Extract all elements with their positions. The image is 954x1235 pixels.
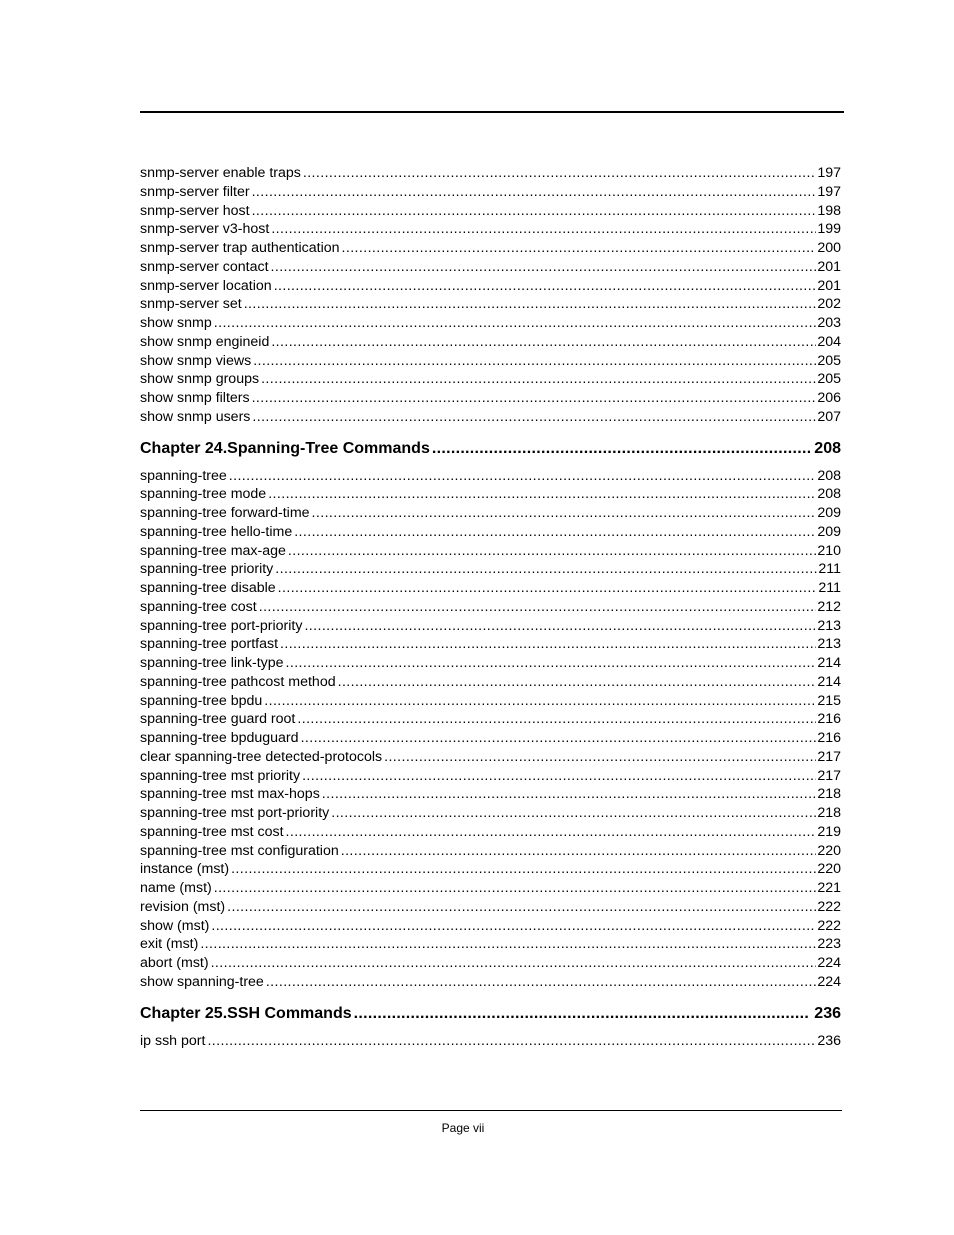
toc-entry[interactable] bbox=[140, 823, 841, 842]
toc-entry-label: spanning-tree hello-time bbox=[140, 523, 293, 540]
dot-leader bbox=[252, 389, 817, 408]
toc-entry[interactable] bbox=[140, 239, 841, 258]
toc-entry-page-number: 205 bbox=[817, 371, 841, 388]
dot-leader bbox=[331, 804, 816, 823]
toc-entry[interactable] bbox=[140, 729, 841, 748]
toc-entry-page-number: 208 bbox=[817, 467, 841, 484]
toc-entry-page-number: 213 bbox=[817, 617, 841, 634]
dot-leader bbox=[322, 785, 817, 804]
toc-group-ssh bbox=[140, 1032, 841, 1051]
toc-entry-label: spanning-tree disable bbox=[140, 580, 276, 596]
chapter-title: Chapter 25.SSH Commands bbox=[140, 1004, 352, 1022]
dot-leader bbox=[302, 767, 816, 786]
toc-entry-page-number: 205 bbox=[817, 352, 841, 369]
toc-entry-label: show spanning-tree bbox=[140, 973, 264, 990]
toc-entry[interactable] bbox=[140, 258, 841, 277]
toc-entry[interactable] bbox=[140, 467, 841, 486]
toc-entry-page-number: 223 bbox=[817, 936, 841, 953]
toc-entry-page-number: 207 bbox=[817, 408, 841, 425]
toc-group-spanning-tree bbox=[140, 467, 841, 992]
toc-entry-page-number: 198 bbox=[817, 202, 841, 219]
toc-entry-label: show snmp engineid bbox=[140, 333, 270, 350]
toc-entry-label: spanning-tree mst cost bbox=[140, 823, 284, 840]
dot-leader bbox=[200, 935, 816, 954]
toc-entry-label: instance (mst) bbox=[140, 861, 230, 878]
toc-entry-label: snmp-server trap authentication bbox=[140, 240, 340, 256]
toc-entry[interactable] bbox=[140, 860, 841, 879]
dot-leader bbox=[252, 202, 817, 221]
chapter-page-number: 208 bbox=[814, 439, 841, 457]
toc-group-snmp bbox=[140, 164, 841, 427]
toc-entry-label: show snmp bbox=[140, 315, 212, 331]
toc-entry[interactable] bbox=[140, 408, 841, 427]
dot-leader bbox=[252, 183, 817, 202]
toc-entry[interactable] bbox=[140, 370, 841, 389]
toc-entry[interactable] bbox=[140, 164, 841, 183]
dot-leader bbox=[211, 954, 817, 973]
toc-entry-label: snmp-server enable traps bbox=[140, 165, 301, 181]
toc-entry-label: abort (mst) bbox=[140, 955, 209, 971]
dot-leader bbox=[261, 370, 816, 389]
toc-entry[interactable] bbox=[140, 523, 841, 542]
dot-leader bbox=[207, 1032, 816, 1051]
toc-entry-label: spanning-tree portfast bbox=[140, 636, 279, 653]
toc-entry-label: spanning-tree max-age bbox=[140, 542, 286, 559]
dot-leader bbox=[384, 748, 816, 767]
toc-entry[interactable] bbox=[140, 314, 841, 333]
toc-entry-label: spanning-tree pathcost method bbox=[140, 673, 336, 690]
toc-entry-label: snmp-server contact bbox=[140, 258, 269, 275]
toc-entry-label: spanning-tree bpdu bbox=[140, 692, 263, 709]
toc-entry-label: snmp-server v3-host bbox=[140, 221, 270, 238]
toc-entry[interactable] bbox=[140, 692, 841, 711]
toc-entry-label: clear spanning-tree detected-protocols bbox=[140, 748, 383, 765]
toc-entry-label: show snmp users bbox=[140, 408, 251, 425]
dot-leader bbox=[294, 523, 816, 542]
toc-entry-page-number: 219 bbox=[817, 823, 841, 840]
toc-entry-page-number: 216 bbox=[817, 730, 841, 746]
dot-leader bbox=[288, 542, 816, 561]
toc-entry-page-number: 213 bbox=[817, 636, 841, 653]
dot-leader bbox=[271, 333, 816, 352]
dot-leader bbox=[304, 617, 816, 636]
toc-entry[interactable] bbox=[140, 842, 841, 861]
toc-entry-page-number: 218 bbox=[817, 805, 841, 821]
toc-entry-page-number: 201 bbox=[817, 258, 841, 275]
toc-entry-page-number: 211 bbox=[818, 561, 841, 578]
dot-leader bbox=[214, 879, 817, 898]
page-footer: Page vii bbox=[441, 1121, 485, 1135]
toc-chapter-25[interactable] bbox=[140, 1004, 841, 1024]
toc-entry[interactable] bbox=[140, 598, 841, 617]
dot-leader bbox=[266, 973, 817, 992]
dot-leader bbox=[303, 164, 816, 183]
dot-leader bbox=[244, 295, 817, 314]
toc-entry-label: spanning-tree mst configuration bbox=[140, 842, 339, 859]
toc-entry-page-number: 236 bbox=[817, 1032, 841, 1049]
dot-leader bbox=[229, 467, 817, 486]
toc-entry-page-number: 217 bbox=[817, 748, 841, 765]
dot-leader bbox=[297, 710, 816, 729]
toc-entry[interactable] bbox=[140, 635, 841, 654]
dot-leader bbox=[227, 898, 816, 917]
dot-leader bbox=[354, 1004, 811, 1024]
dot-leader bbox=[271, 220, 816, 239]
toc-entry-label: exit (mst) bbox=[140, 936, 199, 953]
toc-entry-label: show snmp views bbox=[140, 352, 252, 369]
toc-entry-page-number: 210 bbox=[817, 542, 841, 559]
toc-entry[interactable] bbox=[140, 579, 841, 598]
toc-entry[interactable] bbox=[140, 183, 841, 202]
toc-entry-label: show (mst) bbox=[140, 917, 210, 934]
toc-entry-label: spanning-tree link-type bbox=[140, 655, 284, 671]
toc-entry[interactable] bbox=[140, 1032, 841, 1051]
toc-entry-label: snmp-server filter bbox=[140, 183, 250, 200]
toc-entry-label: spanning-tree cost bbox=[140, 598, 257, 615]
toc-entry-label: spanning-tree bpduguard bbox=[140, 730, 299, 746]
toc-entry-page-number: 217 bbox=[817, 767, 841, 784]
chapter-title: Chapter 24.Spanning-Tree Commands bbox=[140, 439, 430, 457]
toc-entry-label: spanning-tree mst max-hops bbox=[140, 786, 320, 803]
toc-entry[interactable] bbox=[140, 710, 841, 729]
toc-entry-page-number: 199 bbox=[817, 221, 841, 238]
dot-leader bbox=[301, 729, 817, 748]
toc-entry[interactable] bbox=[140, 542, 841, 561]
toc-entry-page-number: 211 bbox=[818, 580, 841, 596]
dot-leader bbox=[268, 485, 816, 504]
toc-entry[interactable] bbox=[140, 767, 841, 786]
toc-entry[interactable] bbox=[140, 485, 841, 504]
toc-entry-label: ip ssh port bbox=[140, 1032, 206, 1049]
toc-entry[interactable] bbox=[140, 560, 841, 579]
toc-entry-label: spanning-tree guard root bbox=[140, 711, 296, 728]
toc-entry[interactable] bbox=[140, 389, 841, 408]
dot-leader bbox=[259, 598, 817, 617]
toc-entry-page-number: 224 bbox=[817, 955, 841, 971]
toc-entry-label: spanning-tree bbox=[140, 467, 227, 484]
header-rule bbox=[140, 111, 844, 113]
dot-leader bbox=[252, 408, 816, 427]
toc-entry-page-number: 220 bbox=[817, 842, 841, 859]
toc-entry[interactable] bbox=[140, 748, 841, 767]
toc-entry[interactable] bbox=[140, 673, 841, 692]
toc-entry-page-number: 201 bbox=[817, 277, 841, 294]
toc-entry[interactable] bbox=[140, 333, 841, 352]
dot-leader bbox=[312, 504, 817, 523]
toc-entry[interactable] bbox=[140, 220, 841, 239]
dot-leader bbox=[214, 314, 817, 333]
toc-entry[interactable] bbox=[140, 504, 841, 523]
toc-entry-page-number: 203 bbox=[817, 315, 841, 331]
toc-entry[interactable] bbox=[140, 654, 841, 673]
toc-entry[interactable] bbox=[140, 804, 841, 823]
toc-entry-label: spanning-tree mst priority bbox=[140, 767, 301, 784]
toc-entry[interactable] bbox=[140, 898, 841, 917]
chapter-page-number: 236 bbox=[814, 1004, 841, 1022]
toc-entry-label: spanning-tree port-priority bbox=[140, 617, 303, 634]
toc-entry[interactable] bbox=[140, 785, 841, 804]
dot-leader bbox=[342, 239, 817, 258]
dot-leader bbox=[286, 654, 817, 673]
toc-entry[interactable] bbox=[140, 352, 841, 371]
dot-leader bbox=[264, 692, 816, 711]
toc-entry[interactable] bbox=[140, 202, 841, 221]
toc-entry-label: show snmp filters bbox=[140, 390, 250, 406]
toc-entry-page-number: 215 bbox=[817, 692, 841, 709]
footer-rule bbox=[140, 1110, 842, 1111]
toc-entry-page-number: 197 bbox=[817, 183, 841, 200]
dot-leader bbox=[278, 579, 818, 598]
toc-entry-label: revision (mst) bbox=[140, 898, 226, 915]
toc-entry-page-number: 224 bbox=[817, 973, 841, 990]
toc-entry-page-number: 221 bbox=[817, 880, 841, 896]
toc-entry-page-number: 222 bbox=[817, 898, 841, 915]
toc-entry-page-number: 214 bbox=[817, 655, 841, 671]
toc-entry-page-number: 218 bbox=[817, 786, 841, 803]
toc-entry-page-number: 212 bbox=[817, 598, 841, 615]
toc-entry-label: snmp-server location bbox=[140, 277, 272, 294]
toc-entry-label: spanning-tree forward-time bbox=[140, 505, 310, 521]
table-of-contents bbox=[140, 164, 841, 1050]
dot-leader bbox=[275, 560, 817, 579]
toc-entry-page-number: 208 bbox=[817, 486, 841, 503]
toc-entry-label: show snmp groups bbox=[140, 371, 260, 388]
toc-entry-page-number: 209 bbox=[817, 523, 841, 540]
toc-entry-label: snmp-server set bbox=[140, 296, 242, 313]
toc-entry-page-number: 209 bbox=[817, 505, 841, 521]
toc-entry[interactable] bbox=[140, 617, 841, 636]
dot-leader bbox=[253, 352, 816, 371]
toc-entry-page-number: 200 bbox=[817, 240, 841, 256]
toc-chapter-24[interactable] bbox=[140, 439, 841, 459]
toc-entry-page-number: 206 bbox=[817, 390, 841, 406]
dot-leader bbox=[341, 842, 817, 861]
dot-leader bbox=[286, 823, 817, 842]
toc-entry[interactable] bbox=[140, 973, 841, 992]
toc-entry[interactable] bbox=[140, 277, 841, 296]
toc-entry-label: name (mst) bbox=[140, 880, 212, 896]
toc-entry-page-number: 214 bbox=[817, 673, 841, 690]
toc-entry-label: spanning-tree mode bbox=[140, 486, 267, 503]
dot-leader bbox=[211, 917, 816, 936]
toc-entry-label: spanning-tree priority bbox=[140, 561, 274, 578]
toc-entry[interactable] bbox=[140, 917, 841, 936]
toc-entry[interactable] bbox=[140, 879, 841, 898]
toc-entry-page-number: 216 bbox=[817, 711, 841, 728]
dot-leader bbox=[432, 439, 810, 459]
toc-entry[interactable] bbox=[140, 935, 841, 954]
toc-entry-page-number: 220 bbox=[817, 861, 841, 878]
dot-leader bbox=[280, 635, 816, 654]
toc-entry-page-number: 222 bbox=[817, 917, 841, 934]
toc-entry-page-number: 204 bbox=[817, 333, 841, 350]
dot-leader bbox=[338, 673, 817, 692]
dot-leader bbox=[231, 860, 816, 879]
toc-entry-page-number: 197 bbox=[817, 165, 841, 181]
toc-entry[interactable] bbox=[140, 295, 841, 314]
dot-leader bbox=[274, 277, 817, 296]
toc-entry-page-number: 202 bbox=[817, 296, 841, 313]
toc-entry-label: snmp-server host bbox=[140, 202, 250, 219]
dot-leader bbox=[271, 258, 817, 277]
toc-entry[interactable] bbox=[140, 954, 841, 973]
toc-entry-label: spanning-tree mst port-priority bbox=[140, 805, 330, 821]
